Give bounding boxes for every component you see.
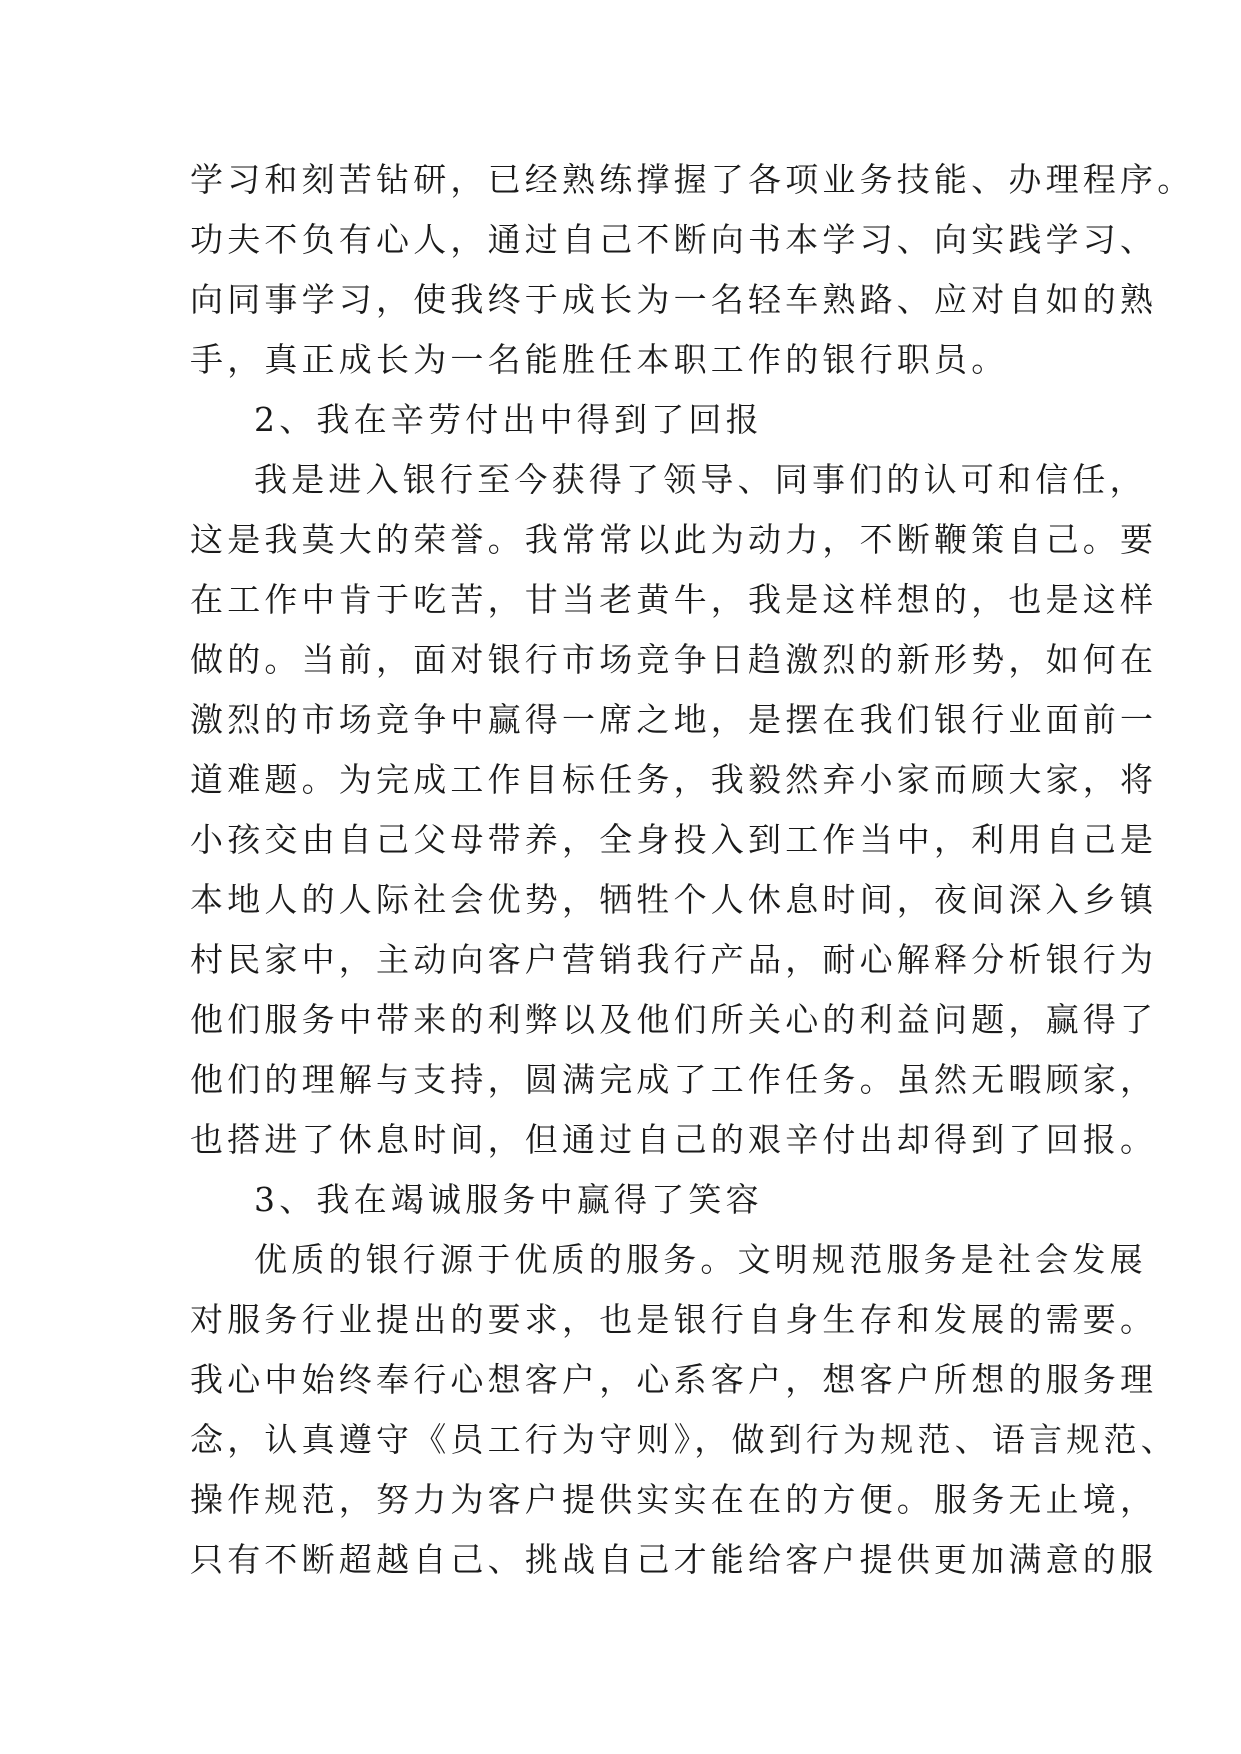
text-line: 小孩交由自己父母带养，全身投入到工作当中，利用自己是 xyxy=(190,820,1158,859)
section-heading: 3、我在竭诚服务中赢得了笑容 xyxy=(254,1180,763,1219)
text-line: 念，认真遵守《员工行为守则》，做到行为规范、语言规范、 xyxy=(190,1420,1178,1459)
section-heading: 2、我在辛劳付出中得到了回报 xyxy=(254,400,763,439)
text-line: 我是进入银行至今获得了领导、同事们的认可和信任， xyxy=(254,460,1147,499)
text-line: 学习和刻苦钻研，已经熟练撑握了各项业务技能、办理程序。 xyxy=(190,160,1195,199)
text-line: 他们服务中带来的利弊以及他们所关心的利益问题，赢得了 xyxy=(190,1000,1158,1039)
text-line: 只有不断超越自己、挑战自己才能给客户提供更加满意的服 xyxy=(190,1540,1158,1579)
text-line: 村民家中，主动向客户营销我行产品，耐心解释分析银行为 xyxy=(190,940,1158,979)
text-line: 操作规范，努力为客户提供实实在在的方便。服务无止境， xyxy=(190,1480,1158,1519)
text-line: 对服务行业提出的要求，也是银行自身生存和发展的需要。 xyxy=(190,1300,1158,1339)
text-line: 道难题。为完成工作目标任务，我毅然弃小家而顾大家，将 xyxy=(190,760,1158,799)
text-line: 在工作中肯于吃苦，甘当老黄牛，我是这样想的，也是这样 xyxy=(190,580,1158,619)
text-line: 也搭进了休息时间，但通过自己的艰辛付出却得到了回报。 xyxy=(190,1120,1158,1159)
document-body xyxy=(190,150,1195,1590)
text-line: 这是我莫大的荣誉。我常常以此为动力，不断鞭策自己。要 xyxy=(190,520,1158,559)
text-line: 手，真正成长为一名能胜任本职工作的银行职员。 xyxy=(190,340,1009,379)
text-line: 本地人的人际社会优势，牺牲个人休息时间，夜间深入乡镇 xyxy=(190,880,1158,919)
text-line: 他们的理解与支持，圆满完成了工作任务。虽然无暇顾家， xyxy=(190,1060,1158,1099)
text-line: 我心中始终奉行心想客户，心系客户，想客户所想的服务理 xyxy=(190,1360,1158,1399)
text-line: 优质的银行源于优质的服务。文明规范服务是社会发展 xyxy=(254,1240,1147,1279)
text-line: 向同事学习，使我终于成长为一名轻车熟路、应对自如的熟 xyxy=(190,280,1158,319)
text-line: 功夫不负有心人，通过自己不断向书本学习、向实践学习、 xyxy=(190,220,1158,259)
text-line: 激烈的市场竞争中赢得一席之地，是摆在我们银行业面前一 xyxy=(190,700,1158,739)
text-line: 做的。当前，面对银行市场竞争日趋激烈的新形势，如何在 xyxy=(190,640,1158,679)
